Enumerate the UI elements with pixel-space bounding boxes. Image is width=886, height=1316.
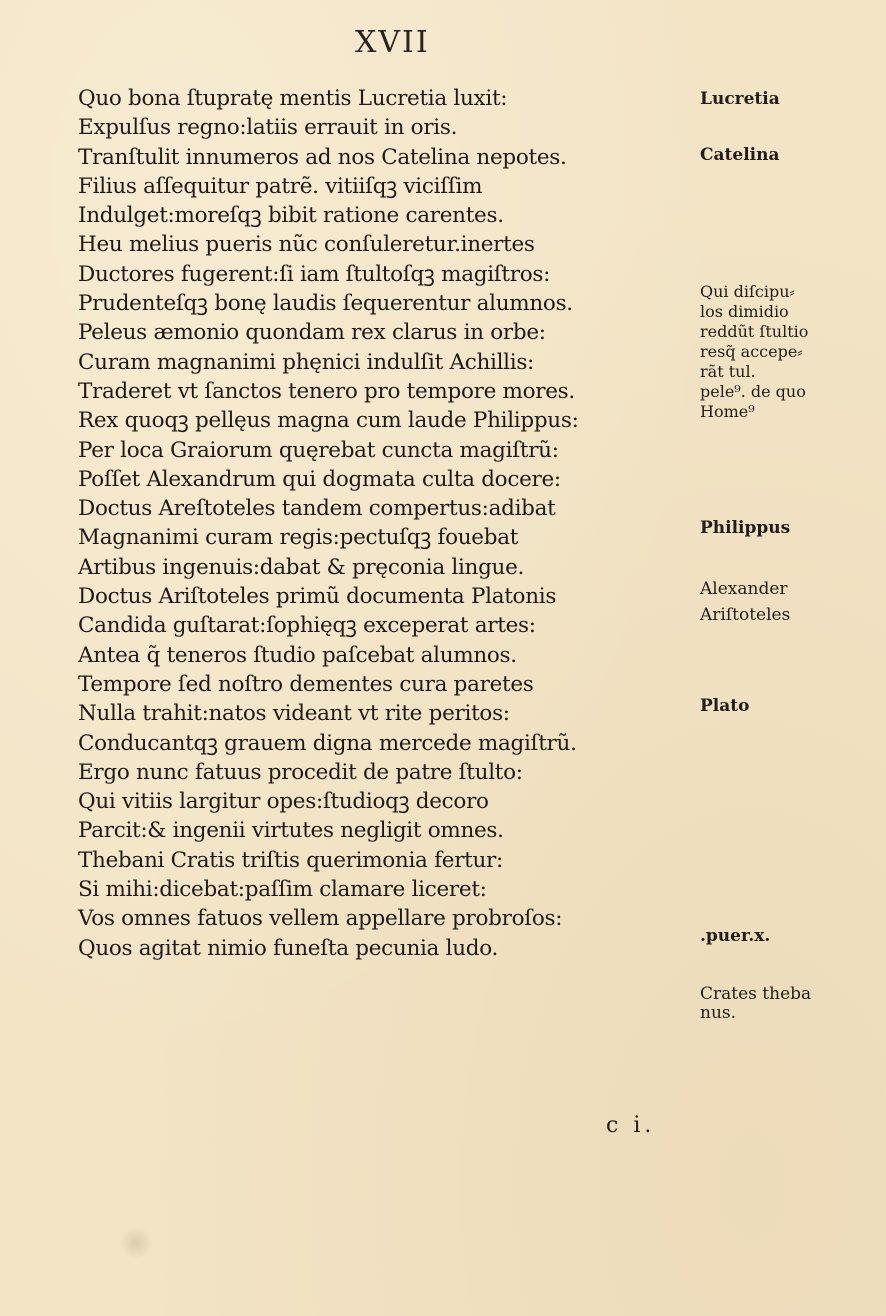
marginal-note-puer: .puer.x. <box>700 926 771 946</box>
signature-mark: c i. <box>606 1113 656 1138</box>
verse-line: Parcit:& ingenii virtutes negligit omnes. <box>78 818 504 844</box>
marginal-note-line: nus. <box>700 1003 737 1023</box>
marginal-note-line: los dimidio <box>700 302 789 321</box>
verse-line: Antea q̃ teneros ſtudio paſcebat alumnos. <box>78 642 517 668</box>
marginal-note-plato: Plato <box>700 696 750 716</box>
verse-line: Vos omnes fatuos vellem appellare probroſos: <box>78 906 563 932</box>
verse-line: Conducantqꝫ grauem digna mercede magiſtrũ. <box>78 730 577 756</box>
verse-line: Ductores fugerent:ſi iam ſtultoſqꝫ magiſtros: <box>78 261 551 287</box>
verse-line: Quos agitat nimio funeſta pecunia ludo. <box>78 935 499 961</box>
marginal-note-line: reddũt ſtultio <box>700 322 809 341</box>
verse-line: Traderet vt ſanctos tenero pro tempore mores. <box>78 378 575 404</box>
marginal-note-philippus: Philippus <box>700 518 791 538</box>
paper-stain <box>118 1228 154 1258</box>
verse-line: Poſſet Alexandrum qui dogmata culta docere: <box>78 466 561 492</box>
marginal-note-line: pele⁹. de quo <box>700 382 806 401</box>
verse-line: Curam magnanimi phęnici indulſit Achillis: <box>78 349 534 375</box>
verse-line: Filius aſſequitur patrẽ. vitiiſqꝫ viciſſim <box>78 173 483 199</box>
marginal-note-lucretia: Lucretia <box>700 89 780 109</box>
verse-line: Qui vitiis largitur opes:ſtudioqꝫ decoro <box>78 789 489 815</box>
verse-line: Magnanimi curam regis:pectuſqꝫ fouebat <box>78 525 519 551</box>
verse-line: Doctus Areſtoteles tandem compertus:adibat <box>78 496 556 522</box>
marginal-note-catelina: Catelina <box>700 145 780 165</box>
verse-line: Tempore ſed noſtro dementes cura paretes <box>78 671 534 697</box>
verse-line: Nulla trahit:natos videant vt rite peritos: <box>78 701 510 727</box>
verse-line: Doctus Ariſtoteles primũ documenta Platonis <box>78 584 557 610</box>
verse-line: Thebani Cratis triſtis querimonia fertur: <box>78 847 503 873</box>
verse-line: Artibus ingenuis:dabat & pręconia lingue. <box>78 554 525 580</box>
verse-line: Heu melius pueris nũc conſuleretur.inertes <box>78 232 535 258</box>
folio-number: XVII <box>355 25 430 60</box>
verse-line: Si mihi:dicebat:paſſim clamare liceret: <box>78 877 487 903</box>
verse-block <box>78 84 678 963</box>
verse-line: Quo bona ſtupratę mentis Lucretia luxit: <box>78 86 508 111</box>
marginal-note-line: rãt tul. <box>700 362 756 381</box>
marginal-note-crates <box>700 985 840 1023</box>
verse-line: Per loca Graiorum quęrebat cuncta magiſtrũ: <box>78 437 559 463</box>
verse-line: Ergo nunc fatuus procedit de patre ſtulto: <box>78 759 523 785</box>
verse-line: Expulſus regno:latiis errauit in oris. <box>78 115 458 141</box>
verse-line: Candida guſtarat:ſophięqꝫ exceperat artes: <box>78 613 536 639</box>
verse-line: Indulget:moreſqꝫ bibit ratione carentes. <box>78 203 504 229</box>
marginal-note-line: resq̃ accepe⸗ <box>700 342 803 361</box>
marginal-note-qui-discipulos <box>700 282 840 422</box>
marginal-note-line: Home⁹ <box>700 402 755 421</box>
verse-line: Tranſtulit innumeros ad nos Catelina nepotes. <box>78 144 567 170</box>
marginal-note-alexander: Alexander <box>700 579 788 599</box>
marginal-note-aristoteles: Ariſtoteles <box>700 605 791 625</box>
verse-line: Prudenteſqꝫ bonę laudis ſequerentur alumnos. <box>78 291 573 317</box>
marginal-note-line: Qui diſcipu⸗ <box>700 282 795 301</box>
verse-line: Rex quoqꝫ pellęus magna cum laude Philippus: <box>78 408 579 434</box>
marginal-note-line: Crates theba <box>700 984 812 1004</box>
verse-line: Peleus æmonio quondam rex clarus in orbe: <box>78 320 546 346</box>
